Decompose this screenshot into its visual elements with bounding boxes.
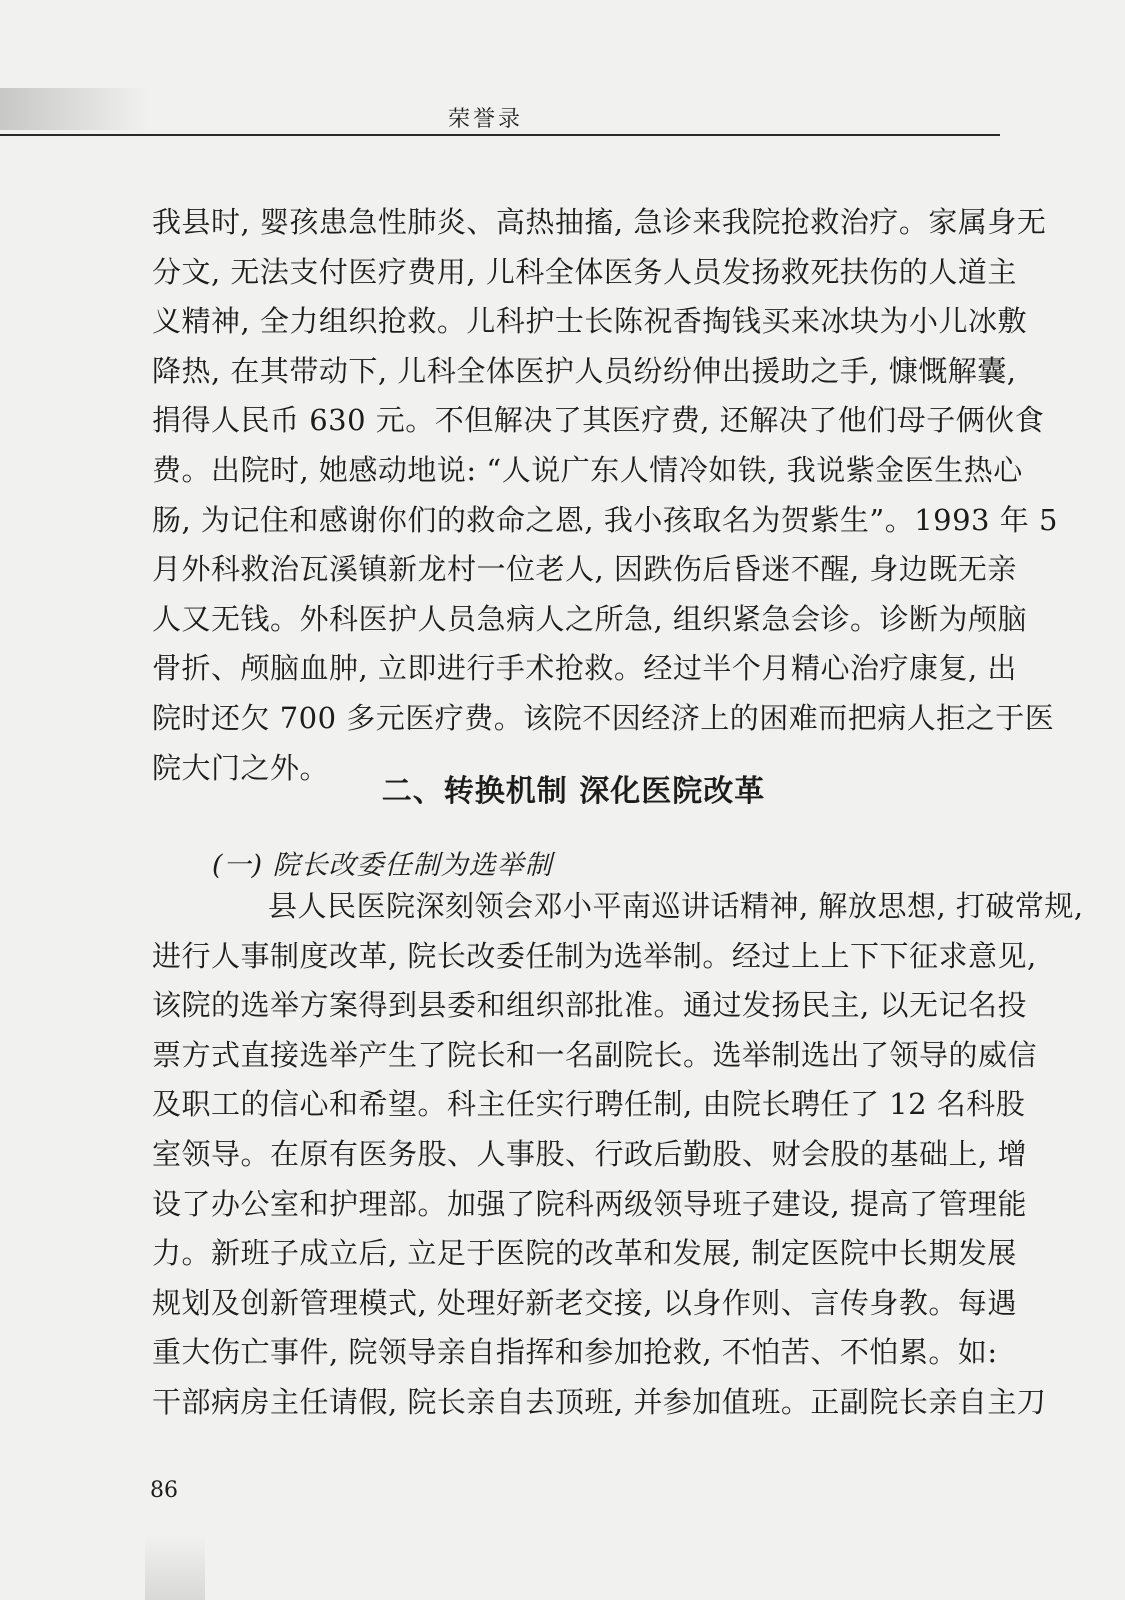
text-line: 肠, 为记住和感谢你们的救命之恩, 我小孩取名为贺紫生”。1993 年 5	[152, 502, 1058, 537]
text-line: 干部病房主任请假, 院长亲自去顶班, 并参加值班。正副院长亲自主刀	[152, 1384, 1047, 1419]
subheading: (一) 院长改委任制为选举制	[212, 850, 553, 881]
text-line: 进行人事制度改革, 院长改委任制为选举制。经过上上下下征求意见,	[152, 938, 1037, 973]
running-head-title: 荣誉录	[448, 107, 524, 132]
paragraph-2	[152, 882, 1084, 1428]
text-line: 及职工的信心和希望。科主任实行聘任制, 由院长聘任了 12 名科股	[152, 1087, 1026, 1122]
text-line: 规划及创新管理模式, 处理好新老交接, 以身作则、言传身教。每遇	[152, 1285, 1017, 1320]
paragraph-1	[152, 198, 1058, 793]
header-rule	[0, 134, 1000, 136]
page-number: 86	[150, 1478, 178, 1503]
text-line: 捐得人民币 630 元。不但解决了其医疗费, 还解决了他们母子俩伙食	[152, 403, 1045, 438]
text-line: 院大门之外。	[152, 750, 330, 785]
text-line: 人又无钱。外科医护人员急病人之所急, 组织紧急会诊。诊断为颅脑	[152, 601, 1027, 636]
text-line: 院时还欠 700 多元医疗费。该院不因经济上的困难而把病人拒之于医	[152, 700, 1055, 735]
text-line: 分文, 无法支付医疗费用, 儿科全体医务人员发扬救死扶伤的人道主	[152, 254, 1017, 289]
text-line: 义精神, 全力组织抢救。儿科护士长陈祝香掏钱买来冰块为小儿冰敷	[152, 304, 1027, 339]
section-heading: 二、转换机制 深化医院改革	[381, 774, 766, 809]
text-line: 设了办公室和护理部。加强了院科两级领导班子建设, 提高了管理能	[152, 1186, 1027, 1221]
text-line: 该院的选举方案得到县委和组织部批准。通过发扬民主, 以无记名投	[152, 988, 1027, 1023]
text-line: 力。新班子成立后, 立足于医院的改革和发展, 制定医院中长期发展	[152, 1236, 1017, 1271]
text-line: 重大伤亡事件, 院领导亲自指挥和参加抢救, 不怕苦、不怕累。如:	[152, 1335, 998, 1370]
text-line: 降热, 在其带动下, 儿科全体医护人员纷纷伸出援助之手, 慷慨解囊,	[152, 353, 1017, 388]
text-line: 票方式直接选举产生了院长和一名副院长。选举制选出了领导的威信	[152, 1037, 1038, 1072]
text-line: 我县时, 婴孩患急性肺炎、高热抽搐, 急诊来我院抢救治疗。家属身无	[152, 205, 1047, 239]
text-line: 县人民医院深刻领会邓小平南巡讲话精神, 解放思想, 打破常规,	[268, 889, 1084, 923]
text-line: 费。出院时, 她感动地说: “人说广东人情冷如铁, 我说紫金医生热心	[152, 452, 1023, 487]
running-head	[0, 108, 1125, 132]
text-line: 月外科救治瓦溪镇新龙村一位老人, 因跌伤后昏迷不醒, 身边既无亲	[152, 552, 1017, 587]
scan-shadow-bottom	[145, 1535, 205, 1600]
text-line: 骨折、颅脑血肿, 立即进行手术抢救。经过半个月精心治疗康复, 出	[152, 651, 1017, 686]
text-line: 室领导。在原有医务股、人事股、行政后勤股、财会股的基础上, 增	[152, 1136, 1027, 1171]
